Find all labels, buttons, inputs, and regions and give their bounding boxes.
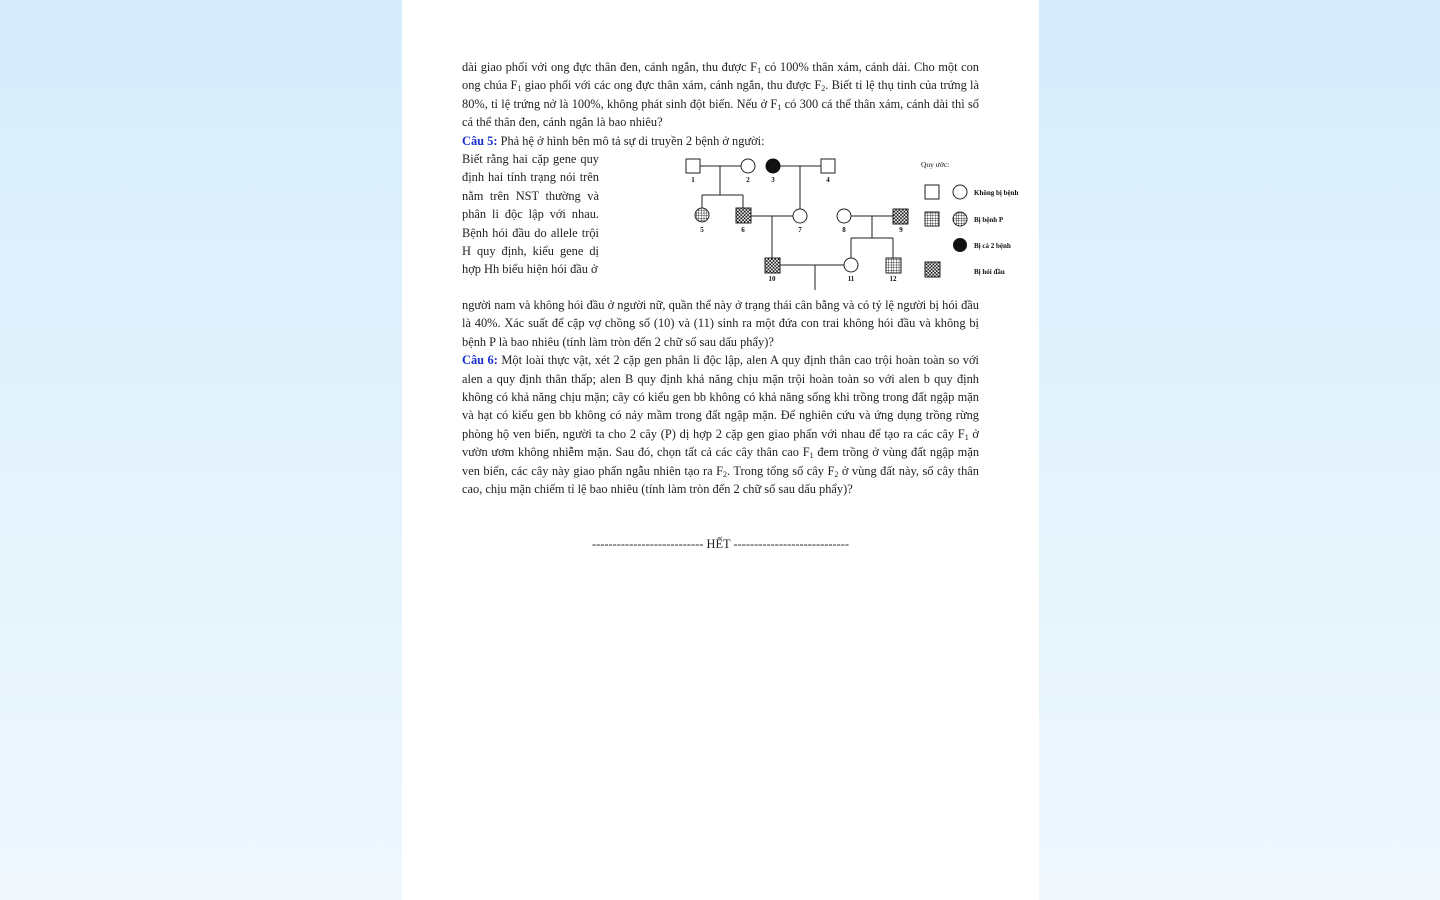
question-6-label: Câu 6: xyxy=(462,353,498,368)
individual-6 xyxy=(736,208,751,223)
label-1: 1 xyxy=(691,176,695,185)
label-9: 9 xyxy=(899,226,903,235)
end-marker: --------------------------- HẾT ---------------------------- xyxy=(592,537,849,551)
individual-1 xyxy=(686,159,700,173)
legend-both-icon xyxy=(953,238,967,252)
question-4-tail: dài giao phối với ong đực thân đen, cánh ngắn, thu được $F_1$ có 100% thân xám, cánh dài. Cho một con ong chúa $F_1$ giao phối với các ong đực thân xám, cánh ngắn, thu được $F_2$. Biết tỉ lệ thụ tinh của trứng là 80%, tỉ lệ trứng nở là 100%, không phát sinh đột biến. Nếu ở $F_1$ có 300 cá thể thân xám, cánh dài thì số cá thể thân đen, cánh ngắn là bao nhiêu? xyxy=(462,60,979,130)
label-7: 7 xyxy=(798,226,802,235)
individual-12 xyxy=(886,258,901,273)
legend-disease-p-female-icon xyxy=(953,212,967,226)
pedigree-chart xyxy=(618,153,1019,293)
individual-7 xyxy=(793,209,807,223)
legend-unaffected: Không bị bệnh xyxy=(974,189,1019,198)
question-6: Câu 6: Một loài thực vật, xét 2 cặp gen phân li độc lập, alen A quy định thân cao trội hoàn toàn so với alen a quy định thân thấp; alen B quy định khả năng chịu mặn trội hoàn toàn so với alen b quy định không có khả năng chịu mặn; cây có kiểu gen bb không có khả năng sống khi trồng trong đất ngập mặn và hạt có kiểu gen bb không có nảy mầm trong đất ngập mặn. Để nghiên cứu và ứng dụng trồng rừng phòng hộ ven biển, người ta cho 2 cây (P) dị hợp 2 cặp gen giao phấn với nhau để tạo ra các cây $F_1$ ở vườn ươm không nhiễm mặn. Sau đó, chọn tất cả các cây thân cao $F_1$ đem trồng ở vùng đất ngập mặn ven biển, các cây này giao phấn ngẫu nhiên tạo ra $F_2$. Trong tổng số cây $F_2$ ở vùng đất này, số cây thân cao, chịu mặn chiếm tỉ lệ bao nhiêu (tính làm tròn đến 2 chữ số sau dấu phẩy)? xyxy=(462,353,980,497)
individual-5 xyxy=(695,208,709,222)
label-2: 2 xyxy=(746,176,750,185)
question-5-label: Câu 5: xyxy=(462,133,498,148)
individual-8 xyxy=(837,209,851,223)
label-12: 12 xyxy=(889,275,897,284)
question-5-side-text: Biết rằng hai cặp gene quy định hai tính trạng nói trên nằm trên NST thường và phân li độc lập với nhau. Bệnh hói đầu do allele trội H quy định, kiểu gene dị hợp Hh biểu hiện hói đầu ở xyxy=(462,152,599,277)
legend-disease-p-male-icon xyxy=(925,212,939,226)
document-page xyxy=(402,0,1039,900)
legend-both: Bị cả 2 bệnh xyxy=(974,242,1011,251)
legend-bald: Bị hói đầu xyxy=(974,268,1005,277)
question-5-intro: Câu 5: Phả hệ ở hình bên mô tả sự di truyền 2 bệnh ở người: xyxy=(462,133,765,148)
pedigree-legend xyxy=(921,160,1018,277)
individual-4 xyxy=(821,159,835,173)
label-3: 3 xyxy=(771,176,775,185)
label-4: 4 xyxy=(826,176,830,185)
individual-10 xyxy=(765,258,780,273)
legend-bald-icon xyxy=(925,262,940,277)
legend-unaffected-female-icon xyxy=(953,185,967,199)
label-6: 6 xyxy=(741,226,745,235)
individual-3 xyxy=(766,159,780,173)
document-content xyxy=(462,58,1019,551)
individual-2 xyxy=(741,159,755,173)
label-10: 10 xyxy=(768,275,776,284)
label-8: 8 xyxy=(842,226,846,235)
label-5: 5 xyxy=(700,226,704,235)
legend-title: Quy ước: xyxy=(921,160,950,170)
legend-unaffected-male-icon xyxy=(925,185,939,199)
individual-9 xyxy=(893,209,908,224)
label-11: 11 xyxy=(847,275,855,284)
legend-disease-p: Bị bệnh P xyxy=(974,216,1004,225)
individual-11 xyxy=(844,258,858,272)
question-5-figure-block xyxy=(462,150,1019,296)
question-5-continuation: người nam và không hói đầu ở người nữ, quần thể này ở trạng thái cân bằng và có tỷ lệ người bị hói đầu là 40%. Xác suất để cặp vợ chồng số (10) và (11) sinh ra một đứa con trai không hói đầu và không bị bệnh P là bao nhiêu (tính làm tròn đến 2 chữ số sau dấu phẩy)? xyxy=(462,298,979,349)
